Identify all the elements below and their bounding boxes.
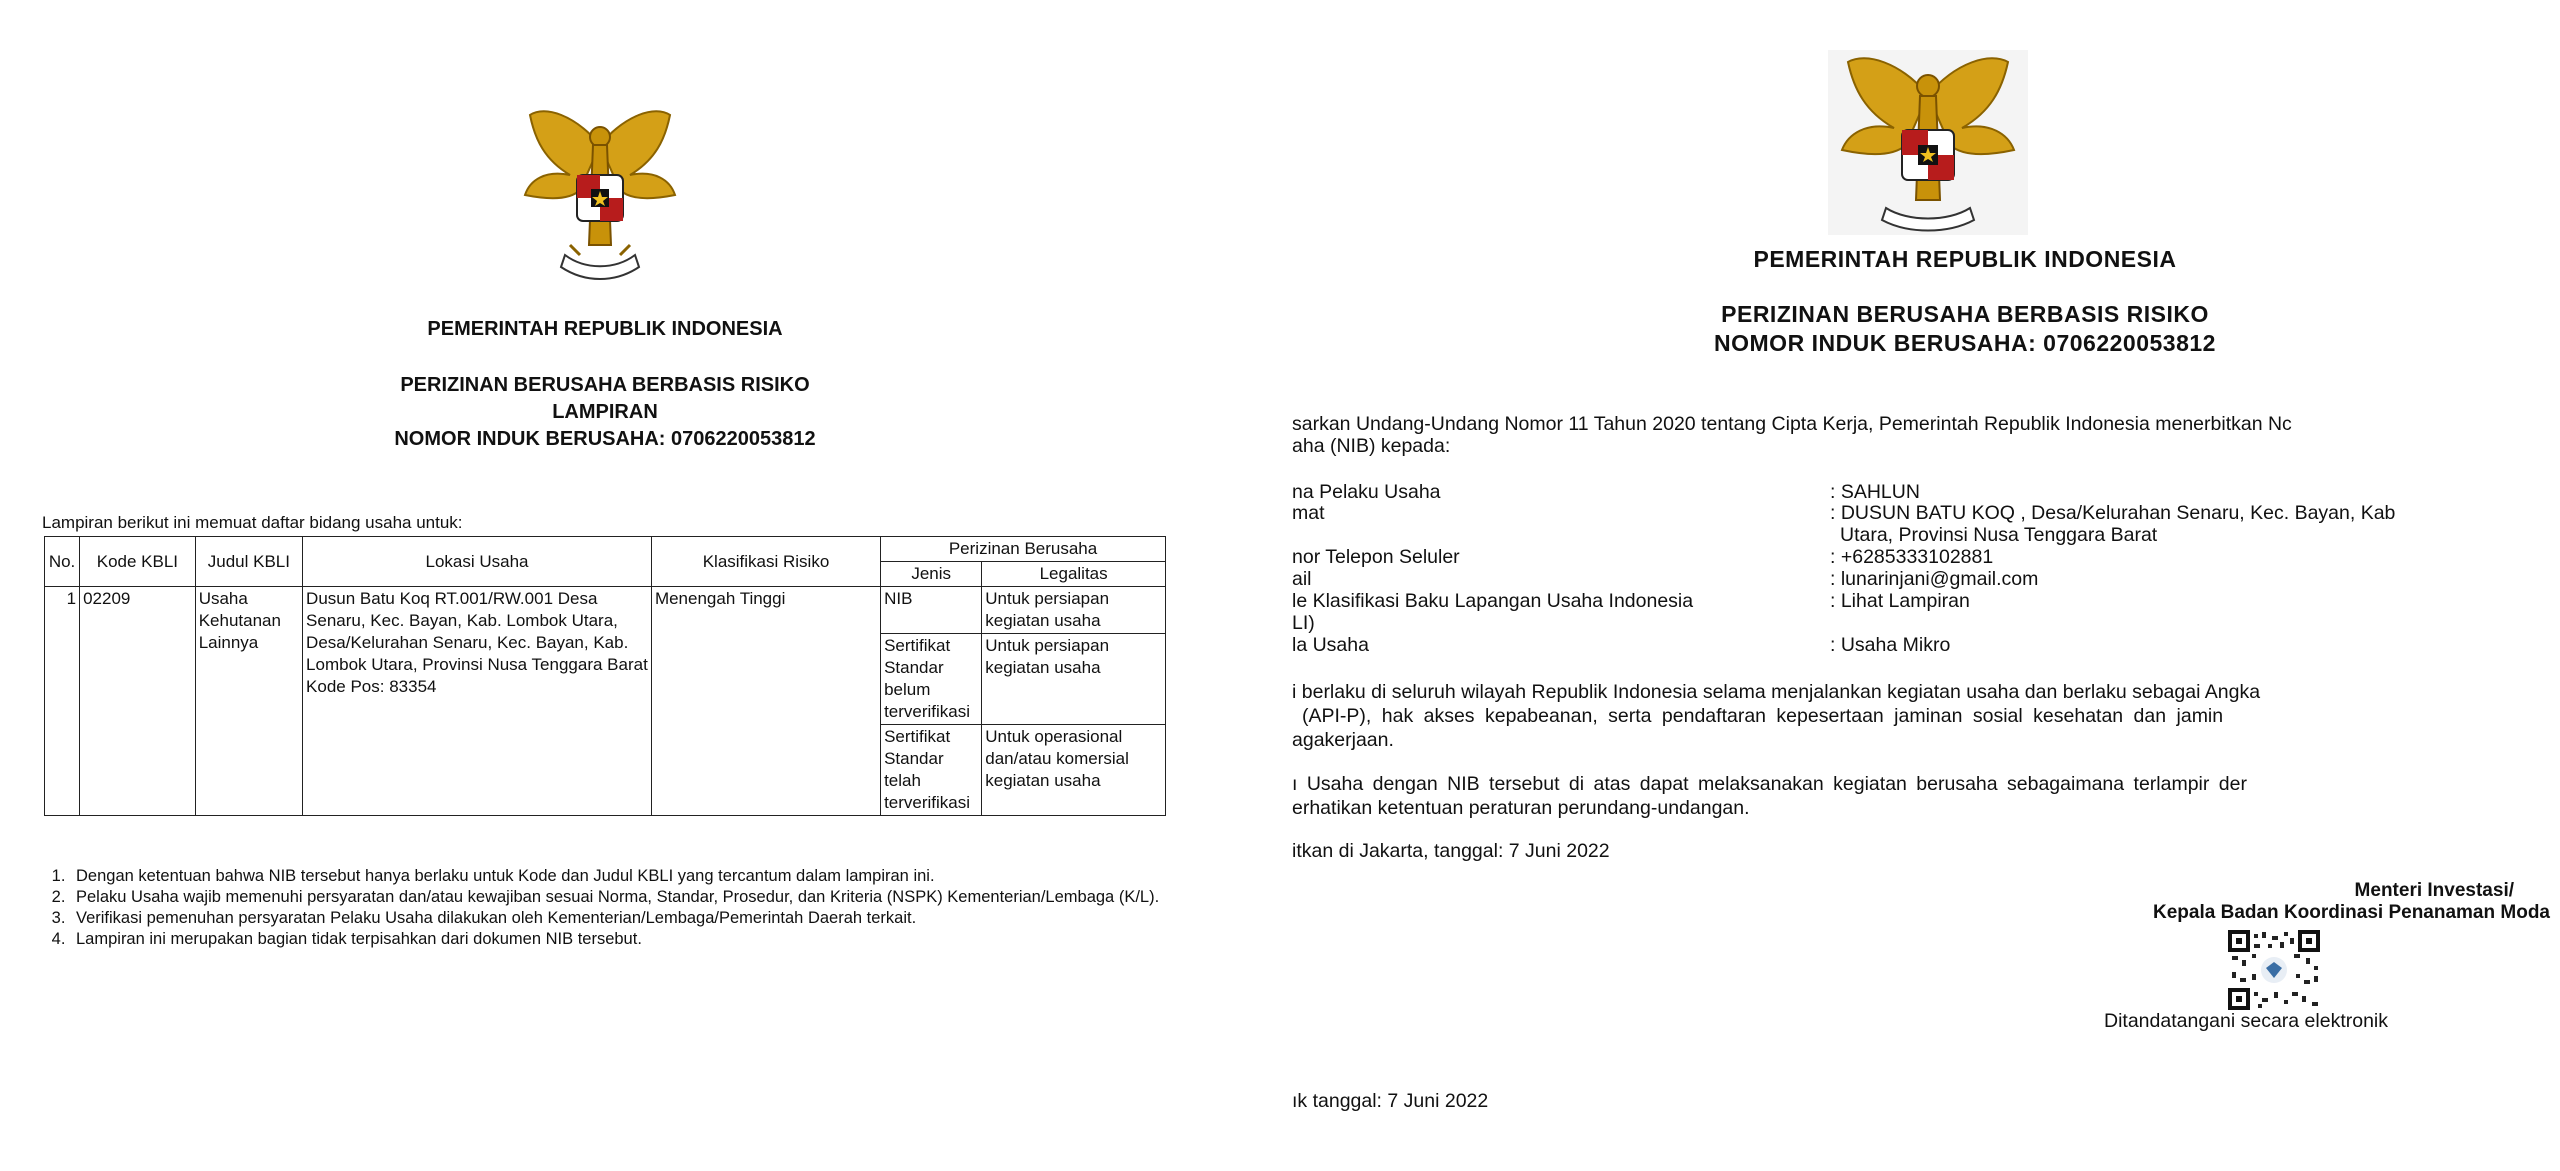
cell-klasifikasi: Menengah Tinggi [651, 587, 880, 816]
field-value: : lunarinjani@gmail.com [1830, 568, 2039, 590]
signatory-title: Menteri Investasi/ [2354, 880, 2514, 901]
lampiran-page [0, 0, 1250, 1171]
garuda-emblem-icon [515, 105, 685, 295]
cell-jenis: NIB [881, 587, 982, 634]
note-item: 2. Pelaku Usaha wajib memenuhi persyaratan dan/atau kewajiban sesuai Norma, Standar, Prosedur, dan Kriteria (NSPK) Kementerian/Lembaga (K/L). [70, 887, 1200, 908]
nib-page [1250, 0, 2560, 1171]
field-value: : SAHLUN [1830, 481, 1920, 503]
printed-date: ık tanggal: 7 Juni 2022 [1292, 1090, 1489, 1112]
issued-date: itkan di Jakarta, tanggal: 7 Juni 2022 [1292, 840, 1610, 862]
usage-paragraph-line: erhatikan ketentuan peraturan perundang-undangan. [1292, 797, 1750, 819]
validity-paragraph-line: (API-P), hak akses kepabeanan, serta pendaftaran kepesertaan jaminan sosial kesehatan dan jamin [1302, 705, 2224, 727]
note-item: 1. Dengan ketentuan bahwa NIB tersebut hanya berlaku untuk Kode dan Judul KBLI yang tercantum dalam lampiran ini. [70, 866, 1200, 887]
cell-jenis: Sertifikat Standar belum terverifikasi [881, 634, 982, 725]
usage-paragraph-line: ı Usaha dengan NIB tersebut di atas dapat melaksanakan kegiatan berusaha sebagaimana terlampir der [1292, 773, 2247, 795]
table-header-row [45, 537, 1166, 562]
header-lokasi: Lokasi Usaha [303, 537, 652, 587]
header-klasifikasi: Klasifikasi Risiko [651, 537, 880, 587]
note-item: 3. Verifikasi pemenuhan persyaratan Pelaku Usaha dilakukan oleh Kementerian/Lembaga/Pemerintah Daerah terkait. [70, 908, 1200, 929]
field-label: la Usaha [1292, 634, 1369, 656]
cell-legalitas: Untuk operasional dan/atau komersial kegiatan usaha [982, 725, 1166, 816]
intro-line-1: sarkan Undang-Undang Nomor 11 Tahun 2020 tentang Cipta Kerja, Pemerintah Republik Indonesia menerbitkan Nc [1292, 413, 2292, 435]
field-label: na Pelaku Usaha [1292, 481, 1441, 503]
title-line-2: LAMPIRAN [552, 401, 658, 423]
intro-line-2: aha (NIB) kepada: [1292, 435, 1451, 457]
lampiran-intro: Lampiran berikut ini memuat daftar bidang usaha untuk: [42, 513, 463, 532]
title-line-2: NOMOR INDUK BERUSAHA: 0706220053812 [1714, 330, 2216, 356]
header-kode-kbli: Kode KBLI [80, 537, 196, 587]
qr-code-icon [2228, 930, 2320, 1010]
kbli-table [44, 536, 1166, 816]
field-value: : DUSUN BATU KOQ , Desa/Kelurahan Senaru, Kec. Bayan, Kab [1830, 502, 2396, 524]
title-line-1: PERIZINAN BERUSAHA BERBASIS RISIKO [1721, 301, 2209, 327]
cell-jenis: Sertifikat Standar telah terverifikasi [881, 725, 982, 816]
header-legalitas: Legalitas [982, 562, 1166, 587]
field-value: : Usaha Mikro [1830, 634, 1951, 656]
title-line-1: PERIZINAN BERUSAHA BERBASIS RISIKO [400, 374, 810, 396]
validity-paragraph-line: i berlaku di seluruh wilayah Republik Indonesia selama menjalankan kegiatan usaha dan berlaku sebagai Angka [1292, 681, 2261, 703]
field-label: LI) [1292, 612, 1315, 634]
header-jenis: Jenis [881, 562, 982, 587]
table-row [45, 587, 1166, 634]
header-judul-kbli: Judul KBLI [195, 537, 302, 587]
cell-judul: Usaha Kehutanan Lainnya [195, 587, 302, 816]
field-label: le Klasifikasi Baku Lapangan Usaha Indonesia [1292, 590, 1694, 612]
field-label: nor Telepon Seluler [1292, 546, 1460, 568]
cell-legalitas: Untuk persiapan kegiatan usaha [982, 587, 1166, 634]
document-title [0, 372, 1210, 453]
header-no: No. [45, 537, 80, 587]
note-item: 4. Lampiran ini merupakan bagian tidak terpisahkan dari dokumen NIB tersebut. [70, 929, 1200, 950]
field-label: ail [1292, 568, 1312, 590]
cell-legalitas: Untuk persiapan kegiatan usaha [982, 634, 1166, 725]
cell-lokasi: Dusun Batu Koq RT.001/RW.001 Desa Senaru, Kec. Bayan, Kab. Lombok Utara, Desa/Kelurahan Senaru, Kec. Bayan, Kab. Lombok Utara, Provinsi Nusa Tenggara Barat Kode Pos: 83354 [303, 587, 652, 816]
signatory-office: Kepala Badan Koordinasi Penanaman Moda [2153, 902, 2550, 923]
field-label: mat [1292, 502, 1325, 524]
title-line-3: NOMOR INDUK BERUSAHA: 0706220053812 [394, 428, 816, 450]
cell-no: 1 [45, 587, 80, 816]
cell-kode: 02209 [80, 587, 196, 816]
field-value: : +6285333102881 [1830, 546, 1994, 568]
header-perizinan: Perizinan Berusaha [881, 537, 1166, 562]
validity-paragraph-line: agakerjaan. [1292, 729, 1394, 751]
field-value: Utara, Provinsi Nusa Tenggara Barat [1840, 524, 2158, 546]
electronic-signature-note: Ditandatangani secara elektronik [2104, 1010, 2389, 1032]
government-heading: PEMERINTAH REPUBLIK INDONESIA [1753, 246, 2177, 272]
field-value: : Lihat Lampiran [1830, 590, 1970, 612]
government-heading: PEMERINTAH REPUBLIK INDONESIA [427, 318, 783, 340]
garuda-emblem-icon [1828, 50, 2028, 235]
notes-list [42, 866, 1200, 950]
document-title [1250, 300, 2560, 358]
